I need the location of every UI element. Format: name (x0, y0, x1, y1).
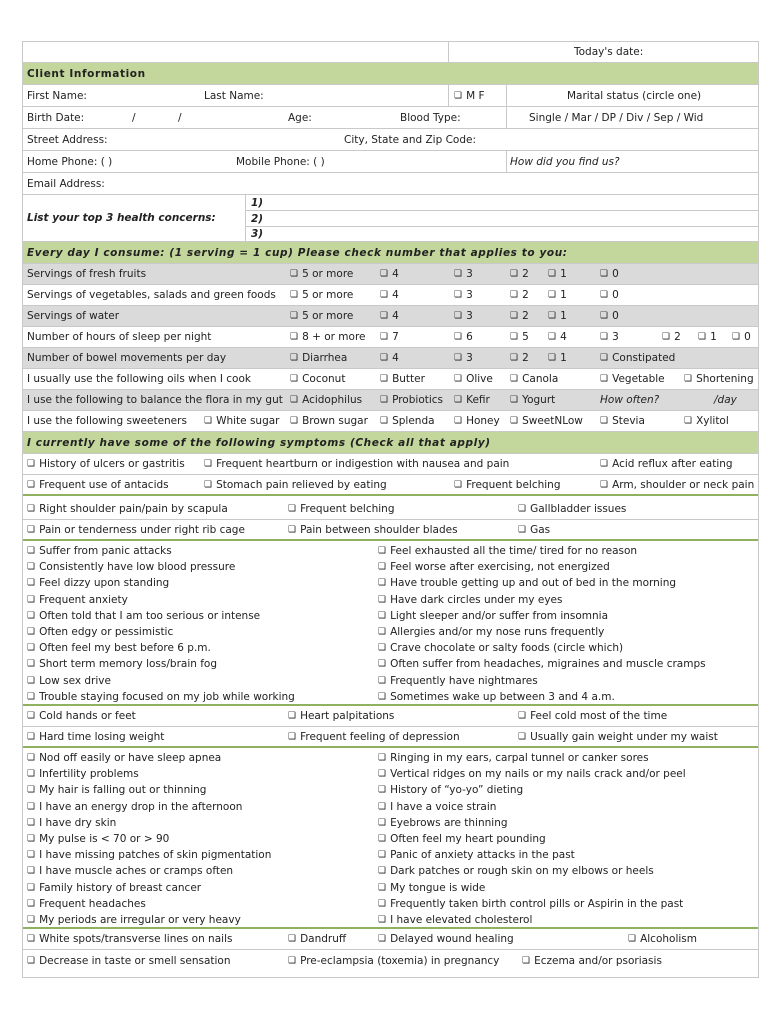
option-checkbox[interactable]: ❏ 3 (454, 306, 473, 326)
option-checkbox[interactable]: ❏ Splenda (380, 411, 435, 431)
symptom-row (22, 950, 759, 971)
symptom-row (22, 929, 759, 950)
symptom-checkbox[interactable]: ❏ I have dry skin (27, 815, 116, 831)
symptom-row (22, 706, 759, 727)
symptom-row (22, 498, 759, 520)
symptom-checkbox[interactable]: ❏ Have trouble getting up and out of bed in the morning (378, 575, 676, 591)
symptom-checkbox[interactable]: ❏ Pain between shoulder blades (288, 520, 458, 539)
sex-checkboxes[interactable]: ❏ M F (454, 85, 485, 106)
symptom-checkbox[interactable]: ❏ Frequent feeling of depression (288, 727, 460, 746)
symptom-checkbox[interactable]: ❏ Often feel my best before 6 p.m. (27, 640, 211, 656)
option-checkbox[interactable]: ❏ 2 (662, 327, 681, 347)
symptom-checkbox[interactable]: ❏ Often told that I am too serious or intense (27, 608, 260, 624)
option-checkbox[interactable]: ❏ 6 (454, 327, 473, 347)
option-checkbox[interactable]: ❏ 1 (548, 306, 567, 326)
symptom-checkbox[interactable]: ❏ Frequently taken birth control pills or Aspirin in the past (378, 896, 683, 912)
fruits-row (22, 264, 759, 285)
option-checkbox[interactable]: ❏ Olive (454, 369, 493, 389)
symptom-checkbox[interactable]: ❏ Frequent heartburn or indigestion with nausea and pain (204, 454, 509, 474)
symptom-checkbox[interactable]: ❏ Dandruff (288, 929, 346, 949)
symptom-checkbox[interactable]: ❏ My tongue is wide (378, 880, 485, 896)
option-checkbox[interactable]: ❏ Diarrhea (290, 348, 347, 368)
option-checkbox[interactable]: ❏ 4 (380, 285, 399, 305)
email-row (22, 173, 759, 195)
symptom-checkbox[interactable]: ❏ Hard time losing weight (27, 727, 164, 746)
concern-3[interactable]: 3) (251, 228, 264, 240)
birth-date-field[interactable]: Birth Date: (27, 111, 85, 124)
symptom-checkbox[interactable]: ❏ Crave chocolate or salty foods (circle which) (378, 640, 623, 656)
symptom-checkbox[interactable]: ❏ Feel cold most of the time (518, 706, 667, 726)
symptom-checkbox[interactable]: ❏ White spots/transverse lines on nails (27, 929, 232, 949)
symptom-checkbox[interactable]: ❏ Right shoulder pain/pain by scapula (27, 498, 228, 519)
sweeteners-label: I use the following sweeteners (27, 415, 187, 427)
consume-title: Every day I consume: (1 serving = 1 cup) Please check number that applies to you: (27, 246, 568, 259)
symptom-checkbox[interactable]: ❏ Gallbladder issues (518, 498, 626, 519)
option-checkbox[interactable]: ❏ 0 (600, 264, 619, 284)
symptom-row (22, 454, 759, 475)
symptom-checkbox[interactable]: ❏ Often edgy or pessimistic (27, 624, 173, 640)
symptom-checkbox[interactable]: ❏ Stomach pain relieved by eating (204, 475, 387, 494)
option-checkbox[interactable]: ❏ 5 or more (290, 285, 353, 305)
option-checkbox[interactable]: ❏ Probiotics (380, 390, 443, 410)
option-checkbox[interactable]: ❏ 0 (600, 285, 619, 305)
symptom-checkbox[interactable]: ❏ Trouble staying focused on my job while working (27, 689, 295, 705)
symptom-checkbox[interactable]: ❏ I have elevated cholesterol (378, 912, 532, 928)
concerns-label: List your top 3 health concerns: (27, 212, 216, 224)
option-checkbox[interactable]: ❏ Constipated (600, 348, 675, 368)
option-checkbox[interactable]: ❏ Yogurt (510, 390, 555, 410)
symptom-checkbox[interactable]: ❏ Suffer from panic attacks (27, 543, 172, 559)
veg-row (22, 285, 759, 306)
first-name-field[interactable]: First Name: (27, 89, 87, 102)
symptom-row (22, 475, 759, 496)
symptom-checkbox[interactable]: ❏ Alcoholism (628, 929, 697, 949)
symptom-checkbox[interactable]: ❏ Usually gain weight under my waist (518, 727, 718, 746)
symptom-checkbox[interactable]: ❏ Vertical ridges on my nails or my nails crack and/or peel (378, 766, 686, 782)
phone-row (22, 151, 759, 173)
symptom-checkbox[interactable]: ❏ Consistently have low blood pressure (27, 559, 235, 575)
section-title: Client Information (27, 67, 146, 80)
bowel-label: Number of bowel movements per day (27, 352, 227, 364)
symptoms-header (22, 432, 759, 454)
symptom-checkbox[interactable]: ❏ Arm, shoulder or neck pain (600, 475, 754, 494)
symptom-checkbox[interactable]: ❏ Gas (518, 520, 550, 539)
option-checkbox[interactable]: ❏ Stevia (600, 411, 645, 431)
option-checkbox[interactable]: ❏ Kefir (454, 390, 490, 410)
symptom-checkbox[interactable]: ❏ Family history of breast cancer (27, 880, 201, 896)
option-checkbox[interactable]: ❏ Coconut (290, 369, 345, 389)
concern-2[interactable]: 2) (251, 213, 264, 225)
symptom-checkbox[interactable]: ❏ Frequently have nightmares (378, 673, 538, 689)
intake-form (22, 41, 759, 971)
marital-status-label: Marital status (circle one) (567, 89, 702, 102)
option-checkbox[interactable]: ❏ 7 (380, 327, 399, 347)
option-checkbox[interactable]: ❏ 0 (600, 306, 619, 326)
symptom-checkbox[interactable]: ❏ Frequent headaches (27, 896, 146, 912)
symptom-checkbox[interactable]: ❏ Have dark circles under my eyes (378, 592, 562, 608)
symptom-checkbox[interactable]: ❏ I have muscle aches or cramps often (27, 863, 233, 879)
option-checkbox[interactable]: ❏ 4 (380, 348, 399, 368)
symptom-checkbox[interactable]: ❏ Dark patches or rough skin on my elbows or heels (378, 863, 654, 879)
option-checkbox[interactable]: ❏ 2 (510, 264, 529, 284)
option-checkbox[interactable]: ❏ 8 + or more (290, 327, 366, 347)
per-day-label: /day (714, 394, 737, 406)
option-checkbox[interactable]: ❏ 1 (698, 327, 717, 347)
option-checkbox[interactable]: ❏ Shortening (684, 369, 754, 389)
sweeteners-row (22, 411, 759, 432)
date-row (22, 41, 759, 63)
option-checkbox[interactable]: ❏ SweetNLow (510, 411, 583, 431)
option-checkbox[interactable]: ❏ 4 (380, 264, 399, 284)
oils-label: I usually use the following oils when I cook (27, 373, 251, 385)
street-field[interactable]: Street Address: (27, 133, 108, 146)
symptom-block-1 (22, 541, 759, 706)
option-checkbox[interactable]: ❏ Xylitol (684, 411, 729, 431)
city-field[interactable]: City, State and Zip Code: (344, 133, 477, 146)
symptom-checkbox[interactable]: ❏ History of ulcers or gastritis (27, 454, 185, 474)
flora-row (22, 390, 759, 411)
veg-label: Servings of vegetables, salads and green foods (27, 289, 276, 301)
symptom-checkbox[interactable]: ❏ Sometimes wake up between 3 and 4 a.m. (378, 689, 615, 705)
date-slash: / (132, 111, 136, 124)
symptom-checkbox[interactable]: ❏ Short term memory loss/brain fog (27, 656, 217, 672)
symptom-checkbox[interactable]: ❏ Acid reflux after eating (600, 454, 733, 474)
symptom-checkbox[interactable]: ❏ Delayed wound healing (378, 929, 514, 949)
symptom-checkbox[interactable]: ❏ Pre-eclampsia (toxemia) in pregnancy (288, 950, 499, 971)
bowel-row (22, 348, 759, 369)
symptom-checkbox[interactable]: ❏ Often feel my heart pounding (378, 831, 546, 847)
symptom-checkbox[interactable]: ❏ Infertility problems (27, 766, 139, 782)
option-checkbox[interactable]: ❏ Honey (454, 411, 500, 431)
water-row (22, 306, 759, 327)
symptom-checkbox[interactable]: ❏ Frequent belching (454, 475, 561, 494)
symptom-checkbox[interactable]: ❏ History of “yo-yo” dieting (378, 782, 523, 798)
name-row (22, 85, 759, 107)
option-checkbox[interactable]: ❏ 3 (454, 285, 473, 305)
option-checkbox[interactable]: ❏ 5 or more (290, 264, 353, 284)
symptom-checkbox[interactable]: ❏ My pulse is < 70 or > 90 (27, 831, 169, 847)
option-checkbox[interactable]: ❏ 5 (510, 327, 529, 347)
option-checkbox[interactable]: ❏ 4 (548, 327, 567, 347)
water-label: Servings of water (27, 310, 120, 322)
symptom-checkbox[interactable]: ❏ I have a voice strain (378, 799, 496, 815)
concerns-row (22, 195, 759, 242)
symptom-checkbox[interactable]: ❏ Feel exhausted all the time/ tired for no reason (378, 543, 637, 559)
address-row (22, 129, 759, 151)
symptoms-title: I currently have some of the following symptoms (Check all that apply) (27, 436, 491, 449)
symptom-checkbox[interactable]: ❏ Frequent anxiety (27, 592, 128, 608)
concern-1[interactable]: 1) (251, 197, 264, 209)
birth-row (22, 107, 759, 129)
option-checkbox[interactable]: ❏ 0 (732, 327, 751, 347)
oils-row (22, 369, 759, 390)
symptom-checkbox[interactable]: ❏ Heart palpitations (288, 706, 394, 726)
symptom-checkbox[interactable]: ❏ Decrease in taste or smell sensation (27, 950, 231, 971)
option-checkbox[interactable]: ❏ 2 (510, 285, 529, 305)
symptom-checkbox[interactable]: ❏ Frequent belching (288, 498, 395, 519)
symptom-row (22, 520, 759, 541)
flora-label: I use the following to balance the flora in my gut (27, 394, 283, 406)
mobile-phone-field[interactable]: Mobile Phone: ( ) (236, 155, 325, 168)
option-checkbox[interactable]: ❏ 3 (600, 327, 619, 347)
symptom-checkbox[interactable]: ❏ Eczema and/or psoriasis (522, 950, 662, 971)
option-checkbox[interactable]: ❏ 3 (454, 348, 473, 368)
home-phone-field[interactable]: Home Phone: ( ) (27, 155, 113, 168)
symptom-block-2 (22, 748, 759, 929)
option-checkbox[interactable]: ❏ 2 (510, 348, 529, 368)
symptom-checkbox[interactable]: ❏ Eyebrows are thinning (378, 815, 508, 831)
option-checkbox[interactable]: ❏ Acidophilus (290, 390, 362, 410)
symptom-checkbox[interactable]: ❏ Pain or tenderness under right rib cage (27, 520, 245, 539)
option-checkbox[interactable]: ❏ White sugar (204, 411, 280, 431)
date-slash: / (178, 111, 182, 124)
fruits-label: Servings of fresh fruits (27, 268, 147, 280)
how-often-label: How often? (600, 394, 660, 406)
option-checkbox[interactable]: ❏ 1 (548, 285, 567, 305)
option-checkbox[interactable]: ❏ 2 (510, 306, 529, 326)
symptom-checkbox[interactable]: ❏ Often suffer from headaches, migraines and muscle cramps (378, 656, 706, 672)
symptom-checkbox[interactable]: ❏ I have missing patches of skin pigmentation (27, 847, 271, 863)
symptom-checkbox[interactable]: ❏ Nod off easily or have sleep apnea (27, 750, 221, 766)
symptom-checkbox[interactable]: ❏ Panic of anxiety attacks in the past (378, 847, 575, 863)
option-checkbox[interactable]: ❏ Vegetable (600, 369, 665, 389)
todays-date-label: Today's date: (574, 45, 644, 58)
symptom-checkbox[interactable]: ❏ Ringing in my ears, carpal tunnel or canker sores (378, 750, 649, 766)
consume-header (22, 242, 759, 264)
option-checkbox[interactable]: ❏ 1 (548, 264, 567, 284)
email-field[interactable]: Email Address: (27, 177, 105, 190)
option-checkbox[interactable]: ❏ 4 (380, 306, 399, 326)
symptom-checkbox[interactable]: ❏ Feel dizzy upon standing (27, 575, 169, 591)
option-checkbox[interactable]: ❏ 3 (454, 264, 473, 284)
last-name-field[interactable]: Last Name: (204, 89, 264, 102)
option-checkbox[interactable]: ❏ 1 (548, 348, 567, 368)
client-info-header (22, 63, 759, 85)
symptom-checkbox[interactable]: ❏ Low sex drive (27, 673, 111, 689)
symptom-checkbox[interactable]: ❏ My periods are irregular or very heavy (27, 912, 241, 928)
sleep-row (22, 327, 759, 348)
option-checkbox[interactable]: ❏ 5 or more (290, 306, 353, 326)
how-find-field[interactable]: How did you find us? (510, 155, 620, 168)
option-checkbox[interactable]: ❏ Brown sugar (290, 411, 368, 431)
sleep-label: Number of hours of sleep per night (27, 331, 212, 343)
symptom-checkbox[interactable]: ❏ Cold hands or feet (27, 706, 136, 726)
symptom-checkbox[interactable]: ❏ Allergies and/or my nose runs frequently (378, 624, 604, 640)
symptom-row (22, 727, 759, 748)
symptom-checkbox[interactable]: ❏ Light sleeper and/or suffer from insomnia (378, 608, 608, 624)
option-checkbox[interactable]: ❏ Butter (380, 369, 425, 389)
blood-type-field[interactable]: Blood Type: (400, 111, 461, 124)
option-checkbox[interactable]: ❏ Canola (510, 369, 558, 389)
symptom-checkbox[interactable]: ❏ I have an energy drop in the afternoon (27, 799, 242, 815)
age-field[interactable]: Age: (288, 111, 312, 124)
symptom-checkbox[interactable]: ❏ Frequent use of antacids (27, 475, 169, 494)
symptom-checkbox[interactable]: ❏ Feel worse after exercising, not energized (378, 559, 610, 575)
marital-options[interactable]: Single / Mar / DP / Div / Sep / Wid (529, 111, 704, 124)
symptom-checkbox[interactable]: ❏ My hair is falling out or thinning (27, 782, 206, 798)
